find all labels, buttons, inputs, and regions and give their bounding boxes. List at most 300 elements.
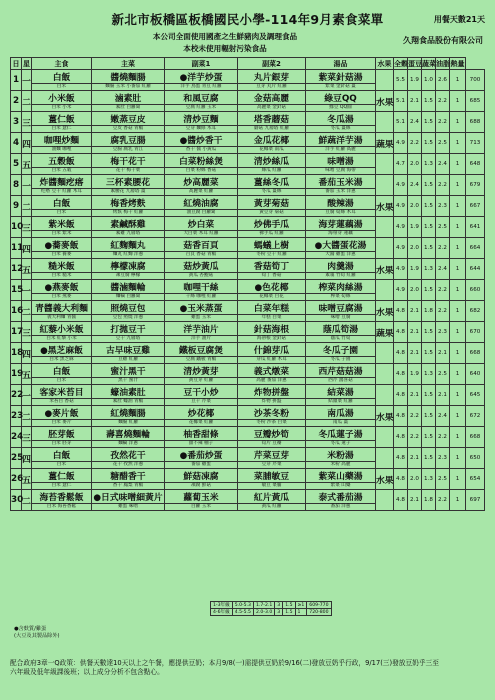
nutrition-cell: ≥1 <box>295 602 307 609</box>
ingredient-cell: 黃瓜 杏鮑菇 <box>165 273 238 280</box>
main-dish-cell: 孜然花干 <box>92 448 165 462</box>
ingredient-cell: 洋芋 鳥蛋 青豆 紅蘿 <box>165 84 238 91</box>
day-date: 23 <box>11 406 22 427</box>
day-date: 10 <box>11 217 22 238</box>
staple-cell: 白飯 <box>32 448 92 462</box>
nutrition-cell: 720-800 <box>307 609 331 616</box>
day-weekday: 一 <box>22 70 32 91</box>
nutrition-cell: 4.5-5.5 <box>232 609 253 616</box>
soup-cell: 冬瓜子園 <box>306 343 376 357</box>
nutrition-value: 2.0 <box>408 469 422 490</box>
menu-table <box>10 57 485 511</box>
nutrition-value: 1.5 <box>422 406 436 427</box>
menu-row <box>11 154 485 168</box>
ingredient-cell: 榨菜 筍絲 <box>306 294 376 301</box>
col-date: 日 <box>12 59 20 68</box>
fruit-cell <box>376 217 394 238</box>
side1-cell: 豆干小炒 <box>165 385 238 399</box>
nutrition-value: 4.9 <box>394 133 408 154</box>
fruit-cell <box>376 238 394 259</box>
nutrition-value: 2.3 <box>436 322 450 343</box>
soup-cell: 海芽蓮藕湯 <box>306 217 376 231</box>
nutrition-row <box>211 602 332 609</box>
nutrition-value: 1.3 <box>422 259 436 280</box>
ingredient-cell: 花椰菜 紅蘿 <box>165 420 238 427</box>
nutrition-value: 1.3 <box>422 469 436 490</box>
menu-row <box>11 91 485 105</box>
allergen-legend <box>14 626 60 640</box>
ingredient-cell: 白米 薏仁 <box>32 483 92 490</box>
nutrition-value: 2.5 <box>436 469 450 490</box>
nutrition-value: 670 <box>466 322 485 343</box>
nutrition-value: 4.8 <box>394 406 408 427</box>
notes <box>120 31 330 55</box>
side1-cell: ●番茄炒蛋 <box>165 448 238 462</box>
nutrition-value: 1 <box>450 427 466 448</box>
legend-line: (大豆及其製品除外) <box>14 633 60 639</box>
side1-cell: 咖哩干絲 <box>165 280 238 294</box>
nutrition-value: 1 <box>450 280 466 301</box>
nutrition-value: 2.4 <box>436 259 450 280</box>
nutrition-cell: 2.0-3.0 <box>253 609 274 616</box>
fruit-cell <box>376 112 394 133</box>
nutrition-value: 4.9 <box>394 259 408 280</box>
side1-cell: 炒高麗菜 <box>165 175 238 189</box>
nutrition-value: 1 <box>450 154 466 175</box>
nutrition-value: 2.1 <box>436 343 450 364</box>
side2-cell: 螞蟻上樹 <box>238 238 306 252</box>
ingredient-cell: 西芹 鴻喜菇 <box>306 378 376 385</box>
nutrition-value: 679 <box>466 175 485 196</box>
soup-cell: 冬瓜湯 <box>306 112 376 126</box>
fruit-cell <box>376 427 394 448</box>
nutrition-value: 1 <box>450 91 466 112</box>
nutrition-value: 1.9 <box>408 259 422 280</box>
fruit-cell: 水果 <box>376 469 394 490</box>
nutrition-value: 1.5 <box>422 322 436 343</box>
ingredient-cell: 豆皮 香菇 青椒 <box>92 126 165 133</box>
note-radiation: 本校未使用輻射污染食品 <box>183 44 267 53</box>
soup-cell: 鮮蔬洋芋湯 <box>306 133 376 147</box>
day-weekday: 二 <box>22 91 32 112</box>
ingredient-cell: 干絲 咖哩 紅蘿 <box>165 294 238 301</box>
fruit-cell <box>376 364 394 385</box>
staple-cell: 五穀飯 <box>32 154 92 168</box>
nutrition-value: 2.3 <box>436 196 450 217</box>
soup-cell: 紫菜針菇湯 <box>306 70 376 84</box>
soup-cell: 泰式番茄湯 <box>306 490 376 504</box>
nutrition-value: 2.2 <box>436 175 450 196</box>
nutrition-value: 2.1 <box>408 322 422 343</box>
nutrition-value: 2.1 <box>408 385 422 406</box>
ingredient-cell: 黃瓜 紅蘿 <box>238 504 306 511</box>
day-date: 24 <box>11 427 22 448</box>
nutrition-value: 713 <box>466 133 485 154</box>
side1-cell: 紅燒油腐 <box>165 196 238 210</box>
staple-cell: 糙米飯 <box>32 259 92 273</box>
nutrition-value: 1 <box>450 112 466 133</box>
nutrition-value: 1 <box>450 406 466 427</box>
nutrition-value: 2.2 <box>408 133 422 154</box>
nutrition-value: 4.8 <box>394 490 408 511</box>
ingredient-cell: 冬瓜 蓮子 <box>306 441 376 448</box>
menu-row <box>11 322 485 336</box>
side1-cell: 洋芋油片 <box>165 322 238 336</box>
nutrition-value: 672 <box>466 406 485 427</box>
day-date: 17 <box>11 322 22 343</box>
fruit-cell: 水果 <box>376 406 394 427</box>
soup-cell: 番茄玉米湯 <box>306 175 376 189</box>
ingredient-cell: 豆腐 鐵板 青椒 <box>165 357 238 364</box>
ingredient-cell: 豆干 芹菜 <box>165 399 238 406</box>
ingredient-cell: 素雞 九層塔 <box>92 231 165 238</box>
ingredient-cell: 炸物 拼盤 <box>238 399 306 406</box>
nutrition-value: 1.5 <box>422 280 436 301</box>
ingredient-cell: 冬粉 沙茶 白菜 <box>238 420 306 427</box>
staple-cell: 薑仁飯 <box>32 112 92 126</box>
ingredient-cell: 高麗菜 紅蘿 <box>165 189 238 196</box>
ingredient-cell: 凍腐 鮮菇 <box>165 483 238 490</box>
ingredient-cell: 豆干 九層塔 <box>92 336 165 343</box>
nutrition-value: 4.7 <box>394 154 408 175</box>
nutrition-value: 2.1 <box>436 385 450 406</box>
col-veg: 蔬菜 <box>422 59 436 68</box>
main-dish-cell: 紅麴麵丸 <box>92 238 165 252</box>
ingredient-cell: 香干 鳳梨 青椒 <box>92 483 165 490</box>
col-main-dish: 主菜 <box>92 58 165 70</box>
nutrition-cell: 1.5 <box>283 609 295 616</box>
nutrition-value: 641 <box>466 217 485 238</box>
fruit-cell <box>376 154 394 175</box>
side2-cell: 什錦芽瓜 <box>238 343 306 357</box>
fruit-cell <box>376 175 394 196</box>
nutrition-cell: 609-770 <box>307 602 331 609</box>
side1-cell: 鐵板豆腐煲 <box>165 343 238 357</box>
nutrition-value: 2.2 <box>436 112 450 133</box>
menu-row <box>11 469 485 483</box>
nutrition-value: 2.5 <box>436 364 450 385</box>
nutrition-value: 4.8 <box>394 385 408 406</box>
nutrition-row <box>211 609 332 616</box>
nutrition-value: 2.2 <box>436 280 450 301</box>
ingredient-cell: 白米 紫米 <box>32 231 92 238</box>
nutrition-value: 2.4 <box>436 406 450 427</box>
ingredient-cell: 素腰花 九層塔 薑 <box>92 189 165 196</box>
ingredient-cell: 年糕 白菜 <box>238 315 306 322</box>
day-date: 3 <box>11 112 22 133</box>
nutrition-value: 668 <box>466 343 485 364</box>
nutrition-value: 4.8 <box>394 469 408 490</box>
footer-notes <box>10 659 485 677</box>
ingredient-cell: 油豆腐 白蘿蔔 <box>165 210 238 217</box>
day-date: 4 <box>11 133 22 154</box>
nutrition-value: 2.2 <box>436 427 450 448</box>
ingredient-cell: 白米 <box>32 462 92 469</box>
ingredient-cell: 素肚 白蘿蔔 <box>92 105 165 112</box>
nutrition-value: 2.2 <box>436 301 450 322</box>
day-date: 26 <box>11 469 22 490</box>
ingredient-cell: 白米 <box>32 378 92 385</box>
fruit-cell <box>376 343 394 364</box>
ingredient-cell: 結頭菜 紅蘿 <box>306 399 376 406</box>
fruit-cell: 水果 <box>376 91 394 112</box>
menu-row <box>11 133 485 147</box>
nutrition-value: 2.1 <box>408 448 422 469</box>
soup-cell: 西芹菇菇湯 <box>306 364 376 378</box>
ingredient-cell: 綠豆 QQ圓 <box>306 105 376 112</box>
nutrition-value: 1.8 <box>422 490 436 511</box>
day-weekday: 三 <box>22 112 32 133</box>
day-date: 12 <box>11 259 22 280</box>
nutrition-value: 1.3 <box>422 154 436 175</box>
footer-line: 六年級及低年級課後班；以上成分分析不包含點心。 <box>10 668 164 676</box>
ingredient-cell: 凍豆腐 檸檬 <box>92 273 165 280</box>
ingredient-cell: 洋芋 紅蘿 高麗 <box>306 147 376 154</box>
side1-cell: ●玉米蒸蛋 <box>165 301 238 315</box>
day-weekday: 三 <box>22 322 32 343</box>
staple-cell: ●黑芝麻飯 <box>32 343 92 357</box>
nutrition-value: 1 <box>450 175 466 196</box>
col-fat: 油脂 <box>436 59 450 68</box>
side2-cell: 清炒絲瓜 <box>238 154 306 168</box>
main-dish-cell: 梅干花干 <box>92 154 165 168</box>
main-dish-cell: 古早味豆雞 <box>92 343 165 357</box>
nutrition-cell: 3 <box>275 609 283 616</box>
nutrition-value: 1.9 <box>408 70 422 91</box>
menu-page <box>10 10 485 690</box>
ingredient-cell: 海帶根 金針菇 <box>238 336 306 343</box>
fruit-cell <box>376 448 394 469</box>
ingredient-cell: 高麗 番茄 洋蔥 <box>238 378 306 385</box>
nutrition-value: 2.4 <box>408 175 422 196</box>
day-weekday: 五 <box>22 469 32 490</box>
ingredient-cell: 麵輪 白蘿蔔 <box>92 294 165 301</box>
nutrition-value: 644 <box>466 259 485 280</box>
nutrition-value: 5.5 <box>394 70 408 91</box>
menu-row <box>11 238 485 252</box>
nutrition-value: 1.5 <box>422 133 436 154</box>
nutrition-value: 4.9 <box>394 175 408 196</box>
ingredient-cell: 冬瓜 子園 <box>306 357 376 364</box>
nutrition-cell: 1.7-2.1 <box>253 602 274 609</box>
ingredient-cell: 絲瓜 紅蘿 <box>238 168 306 175</box>
side1-cell: 清炒豆麵 <box>165 112 238 126</box>
side1-cell: 白菜粉絲煲 <box>165 154 238 168</box>
staple-cell: 青醬義大利麵 <box>32 301 92 315</box>
main-dish-cell: 蠔油素肚 <box>92 385 165 399</box>
soup-cell: 綠豆QQ <box>306 91 376 105</box>
nutrition-value: 1.5 <box>422 91 436 112</box>
soup-cell: 南瓜湯 <box>306 406 376 420</box>
staple-cell: 客家米苔目 <box>32 385 92 399</box>
ingredient-cell: 紫菜 山藥 <box>306 483 376 490</box>
ingredient-cell: 豆芽 丸片 紅蘿 <box>238 84 306 91</box>
soup-cell: 酸辣湯 <box>306 196 376 210</box>
ingredient-cell: 白米 黑芝麻 <box>32 357 92 364</box>
soup-cell: 肉羹湯 <box>306 259 376 273</box>
ingredient-cell: 麵丸 紅麴 洋蔥 <box>92 252 165 259</box>
nutrition-value: 1 <box>450 70 466 91</box>
nutrition-value: 2.6 <box>436 70 450 91</box>
ingredient-cell: 大醬 雞蛋 洋蔥 <box>306 252 376 259</box>
ingredient-cell: 花椰菜 白花 <box>238 294 306 301</box>
side1-cell: 菇炒黃瓜 <box>165 259 238 273</box>
nutrition-value: 4.9 <box>394 280 408 301</box>
nutrition-value: 2.1 <box>408 91 422 112</box>
day-date: 8 <box>11 175 22 196</box>
fruit-cell: 水果 <box>376 301 394 322</box>
fruit-cell <box>376 490 394 511</box>
nutrition-value: 668 <box>466 427 485 448</box>
main-dish-cell: 壽喜燒麵輪 <box>92 427 165 441</box>
nutrition-value: 2.0 <box>408 280 422 301</box>
nutrition-value: 2.5 <box>436 133 450 154</box>
side2-cell: 炸物拼盤 <box>238 385 306 399</box>
side2-cell: 塔香蘑菇 <box>238 112 306 126</box>
ingredient-cell: 海帶芽 蓮藕 <box>306 231 376 238</box>
ingredient-cell: 白米 蕎麥 <box>32 252 92 259</box>
side2-cell: 黃芽菊菇 <box>238 196 306 210</box>
soup-cell: 蔭瓜筍湯 <box>306 322 376 336</box>
day-weekday: 二 <box>22 301 32 322</box>
ingredient-cell: 黃豆芽 紅蘿 <box>165 378 238 385</box>
staple-cell: 紫米飯 <box>32 217 92 231</box>
nutrition-value: 1.5 <box>422 427 436 448</box>
nutrition-value: 1.9 <box>408 217 422 238</box>
side2-cell: ●色花椰 <box>238 280 306 294</box>
menu-row <box>11 301 485 315</box>
side2-cell: 金菇高麗 <box>238 91 306 105</box>
side2-cell: 香菇筍丁 <box>238 259 306 273</box>
nutrition-value: 2.1 <box>408 490 422 511</box>
side2-cell: 義式燉菜 <box>238 364 306 378</box>
ingredient-cell: 洋芋 油片 <box>165 336 238 343</box>
col-fruit: 水果 <box>377 59 392 68</box>
fruit-cell: 蔬果 <box>376 133 394 154</box>
ingredient-cell: 白米 <box>32 210 92 217</box>
ingredient-cell: 白米 海苔香鬆 <box>32 504 92 511</box>
ingredient-cell: 白米 麥片 <box>32 420 92 427</box>
day-weekday: 五 <box>22 364 32 385</box>
nutrition-value: 2.4 <box>436 154 450 175</box>
col-side1: 副菜1 <box>165 58 238 70</box>
ingredient-cell: 紫菜 金針菇 薑 <box>306 84 376 91</box>
main-dish-cell: 醬滷麵輪 <box>92 280 165 294</box>
main-dish-cell: 滷素肚 <box>92 91 165 105</box>
nutrition-value: 1.0 <box>422 70 436 91</box>
nutrition-value: 4.8 <box>394 448 408 469</box>
staple-cell: 炸醬麵疙瘩 <box>32 175 92 189</box>
ingredient-cell: 白米 <box>32 84 92 91</box>
side2-cell: 白菜年糕 <box>238 301 306 315</box>
ingredient-cell: 白米 胚芽 <box>32 441 92 448</box>
ingredient-cell: 義大利麵 青醬 <box>32 315 92 322</box>
soup-cell: ●大醬蛋花湯 <box>306 238 376 252</box>
main-dish-cell: 腐乳豆腸 <box>92 133 165 147</box>
day-weekday: 五 <box>22 154 32 175</box>
ingredient-cell: 豆腐 紅蘿 玉米 <box>165 105 238 112</box>
day-date: 30 <box>11 490 22 511</box>
nutrition-value: 1.5 <box>422 238 436 259</box>
nutrition-value: 650 <box>466 448 485 469</box>
day-weekday: 四 <box>22 133 32 154</box>
day-date: 18 <box>11 343 22 364</box>
nutrition-value: 2.0 <box>408 154 422 175</box>
menu-row <box>11 406 485 420</box>
nutrition-value: 2.2 <box>436 490 450 511</box>
nutrition-value: 1.5 <box>422 217 436 238</box>
ingredient-cell: 豆腐 筍絲 木耳 <box>306 210 376 217</box>
day-date: 19 <box>11 364 22 385</box>
col-side2: 副菜2 <box>238 58 306 70</box>
nutrition-value: 2.0 <box>408 196 422 217</box>
side2-cell: 芹菜豆芽 <box>238 448 306 462</box>
ingredient-cell: 黃豆芽 菊菇 <box>238 210 306 217</box>
ingredient-cell: 白米 五穀 <box>32 168 92 175</box>
nutrition-cell: 1-3年級 <box>211 602 233 609</box>
menu-row <box>11 385 485 399</box>
nutrition-cell: 5.0-5.3 <box>232 602 253 609</box>
staple-cell: ●蕎麥飯 <box>32 238 92 252</box>
meal-days: 用餐天數21天 <box>433 15 485 24</box>
nutrition-value: 1 <box>450 343 466 364</box>
nutrition-value: 1 <box>450 217 466 238</box>
staple-cell: 咖哩炒麵 <box>32 133 92 147</box>
day-weekday: 二 <box>22 196 32 217</box>
ingredient-cell: 冬瓜 薑絲 <box>306 126 376 133</box>
main-dish-cell: 照燒豆包 <box>92 301 165 315</box>
staple-cell: 白飯 <box>32 70 92 84</box>
nutrition-value: 1.5 <box>422 385 436 406</box>
side2-cell: 薑絲冬瓜 <box>238 175 306 189</box>
main-dish-cell: 糖醋香干 <box>92 469 165 483</box>
staple-cell: 小米飯 <box>32 91 92 105</box>
col-weekday: 星 <box>23 59 30 68</box>
side1-cell: 清炒黃芽 <box>165 364 238 378</box>
nutrition-value: 2.0 <box>408 238 422 259</box>
side2-cell: 豆瓣炒筍 <box>238 427 306 441</box>
staple-cell: 白飯 <box>32 196 92 210</box>
side1-cell: 蘿蔔玉米 <box>165 490 238 504</box>
col-soup: 湯品 <box>306 58 376 70</box>
menu-row <box>11 112 485 126</box>
staple-cell: ●麥片飯 <box>32 406 92 420</box>
nutrition-value: 1.5 <box>422 343 436 364</box>
side2-cell: 紅片黃瓜 <box>238 490 306 504</box>
day-weekday: 四 <box>22 238 32 259</box>
side1-cell: 菇香百頁 <box>165 238 238 252</box>
ingredient-cell: 蘑菇 九層塔 紅蘿 <box>238 126 306 133</box>
nutrition-value: 645 <box>466 385 485 406</box>
ingredient-cell: 味噌 豆腐 <box>306 315 376 322</box>
page-title: 新北市板橋區板橋國民小學-114年9月素食菜單 <box>111 12 384 27</box>
ingredient-cell: 花干 孜然 洋蔥 <box>92 462 165 469</box>
nutrition-value: 2.1 <box>408 343 422 364</box>
ingredient-cell: 米粉 高麗 <box>306 462 376 469</box>
nutrition-value: 4.8 <box>394 364 408 385</box>
nutrition-value: 682 <box>466 301 485 322</box>
ingredient-cell: 豆包 照燒 洋蔥 <box>92 315 165 322</box>
side2-cell: 菜脯敏豆 <box>238 469 306 483</box>
ingredient-cell: 花椰菜 南瓜 <box>238 147 306 154</box>
menu-row <box>11 259 485 273</box>
side2-cell: 針菇海根 <box>238 322 306 336</box>
fruit-cell: 水果 <box>376 196 394 217</box>
day-weekday: 二 <box>22 490 32 511</box>
nutrition-value: 697 <box>466 490 485 511</box>
nutrition-value: 654 <box>466 469 485 490</box>
nutrition-value: 2.5 <box>436 217 450 238</box>
